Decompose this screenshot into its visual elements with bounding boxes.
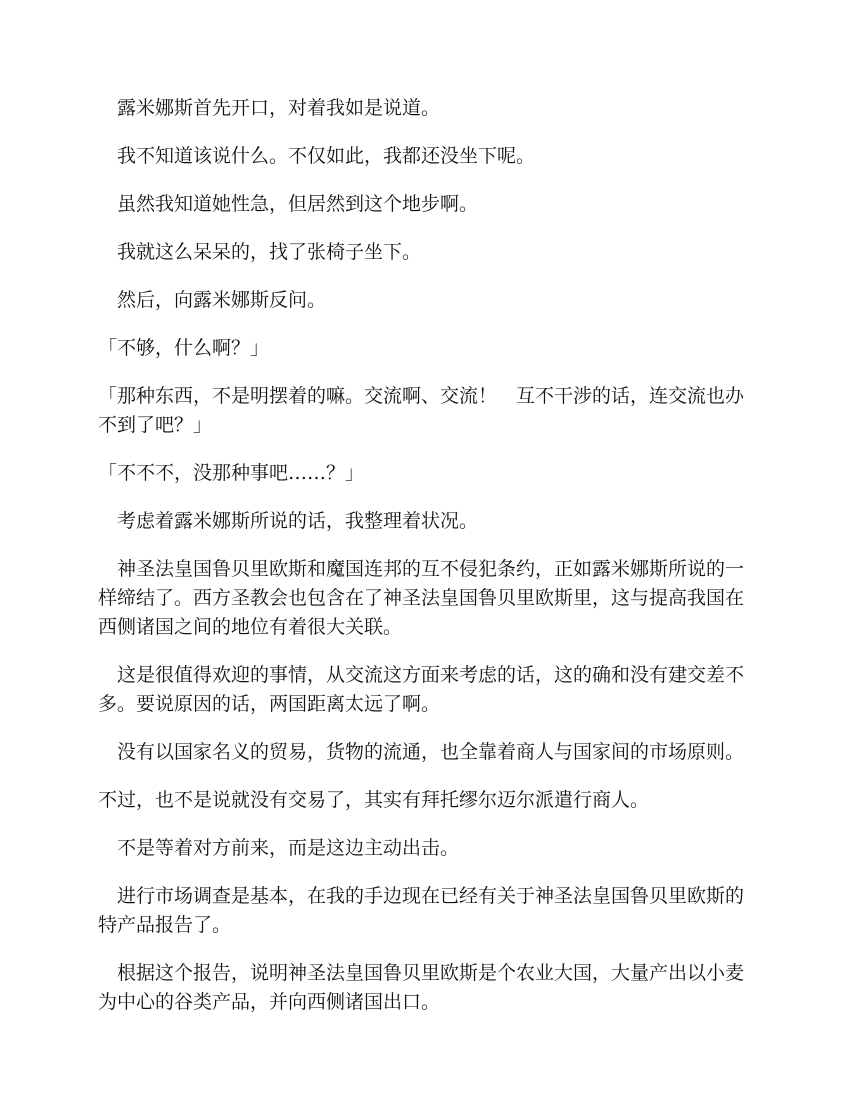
paragraph: 没有以国家名义的贸易，货物的流通，也全靠着商人与国家间的市场原则。 xyxy=(98,741,745,763)
paragraph: 不过，也不是说就没有交易了，其实有拜托缪尔迈尔派遣行商人。 xyxy=(98,789,650,811)
text-column xyxy=(98,94,758,1036)
paragraph: 神圣法皇国鲁贝里欧斯和魔国连邦的互不侵犯条约，正如露米娜斯所说的一样缔结了。西方圣教会也包含在了神圣法皇国鲁贝里欧斯里，这与提高我国在西侧诸国之间的地位有着很大关联。 xyxy=(98,558,745,638)
dialogue-line: 「不不不，没那种事吧……？」 xyxy=(98,462,365,484)
paragraph: 这是很值得欢迎的事情，从交流这方面来考虑的话，这的确和没有建交差不多。要说原因的话，两国距离太远了啊。 xyxy=(98,664,745,715)
dialogue-line: 「不够，什么啊？」 xyxy=(98,337,270,359)
paragraph: 不是等着对方前来，而是这边主动出击。 xyxy=(98,837,460,859)
paragraph: 露米娜斯首先开口，对着我如是说道。 xyxy=(98,97,441,119)
paragraph: 进行市场调查是基本，在我的手边现在已经有关于神圣法皇国鲁贝里欧斯的特产品报告了。 xyxy=(98,885,745,936)
dialogue-line: 「那种东西，不是明摆着的嘛。交流啊、交流！ 互不干涉的话，连交流也办不到了吧？」 xyxy=(98,385,745,436)
paragraph: 根据这个报告，说明神圣法皇国鲁贝里欧斯是个农业大国，大量产出以小麦为中心的谷类产品，并向西侧诸国出口。 xyxy=(98,962,745,1013)
paragraph: 然后，向露米娜斯反问。 xyxy=(98,289,327,311)
paragraph: 考虑着露米娜斯所说的话，我整理着状况。 xyxy=(98,510,479,532)
paragraph: 虽然我知道她性急，但居然到这个地步啊。 xyxy=(98,193,479,215)
paragraph: 我就这么呆呆的，找了张椅子坐下。 xyxy=(98,241,422,263)
paragraph: 我不知道该说什么。不仅如此，我都还没坐下呢。 xyxy=(98,145,536,167)
